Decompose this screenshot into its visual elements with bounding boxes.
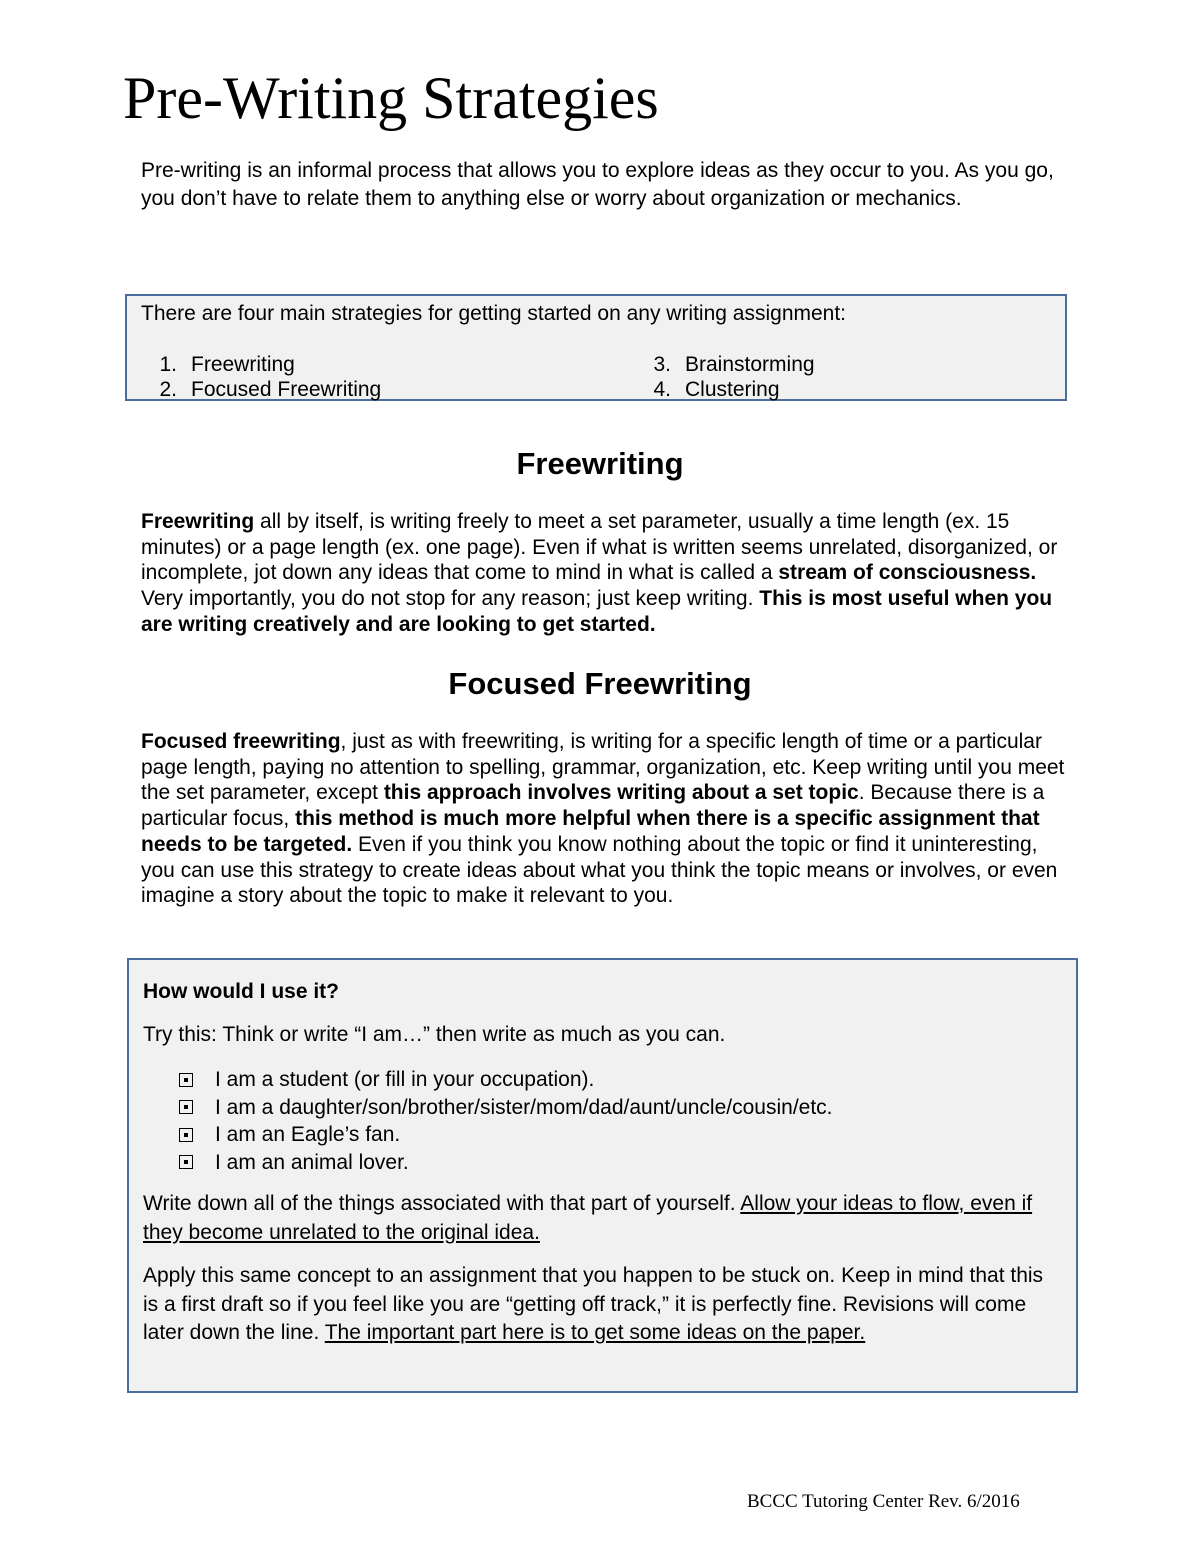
freewriting-term: Freewriting — [141, 510, 255, 533]
page-title: Pre-Writing Strategies — [123, 65, 659, 131]
freewriting-emphasis: stream of consciousness. — [778, 561, 1037, 585]
strategy-label: Clustering — [685, 378, 780, 401]
focused-text: Even if you think you know nothing about the topic or find it uninteresting, you can use this strategy to create ideas about what you think the topic means or involves, or even imagine a story about the topic to make it relevant to you. — [141, 832, 1058, 908]
apply-concept-paragraph — [143, 1262, 1058, 1348]
checkbox-bullet-icon — [179, 1128, 193, 1142]
focused-text: . Because there is a particular focus, — [141, 781, 1045, 831]
strategy-number: 2. — [159, 378, 177, 401]
example-list — [176, 1066, 833, 1176]
list-item — [176, 1149, 833, 1177]
focused-emphasis: this method is much more helpful when there is a specific assignment that needs to be targeted. — [141, 807, 1040, 856]
strategy-label: Freewriting — [191, 353, 295, 376]
focused-term: Focused freewriting — [141, 730, 341, 753]
focused-heading: Focused Freewriting — [448, 666, 752, 701]
focused-paragraph — [141, 729, 1066, 909]
list-item — [176, 1066, 833, 1094]
freewriting-text: Very importantly, you do not stop for any reason; just keep writing. — [141, 587, 760, 611]
freewriting-heading: Freewriting — [516, 446, 684, 481]
strategy-item — [141, 377, 381, 402]
focused-text: , just as with freewriting, is writing for a specific length of time or a particular page length, paying no attention to spelling, grammar, organization, etc. Keep writing until you meet the set parameter, except — [141, 730, 1065, 805]
strategy-label: Focused Freewriting — [191, 378, 382, 401]
underlined-text: The important part here is to get some ideas on the paper. — [324, 1321, 866, 1344]
checkbox-bullet-icon — [179, 1073, 193, 1087]
list-item-text: I am an Eagle’s fan. — [215, 1123, 401, 1146]
strategies-box — [125, 294, 1067, 401]
list-item-text: I am an animal lover. — [215, 1150, 409, 1174]
focused-emphasis: this approach involves writing about a set topic — [383, 781, 859, 805]
try-this-text: Try this: Think or write “I am…” then write as much as you can. — [143, 1023, 726, 1046]
intro-paragraph: Pre-writing is an informal process that allows you to explore ideas as they occur to you. As you go, you don’t have to relate them to anything else or worry about organization or mechanics. — [141, 159, 1054, 210]
write-down-paragraph — [143, 1190, 1043, 1247]
strategy-number: 4. — [653, 378, 671, 401]
list-item — [176, 1121, 833, 1149]
list-item-text: I am a daughter/son/brother/sister/mom/dad/aunt/uncle/cousin/etc. — [215, 1095, 833, 1119]
freewriting-emphasis: This is most useful when you are writing creatively and are looking to get started. — [141, 587, 1053, 636]
strategy-number: 1. — [159, 353, 177, 376]
strategy-item — [635, 352, 815, 377]
strategy-item — [141, 352, 295, 377]
strategy-number: 3. — [653, 353, 671, 376]
strategy-item — [635, 377, 780, 402]
how-question: How would I use it? — [143, 980, 339, 1003]
footer-revision: BCCC Tutoring Center Rev. 6/2016 — [747, 1491, 1020, 1512]
freewriting-text: all by itself, is writing freely to meet a set parameter, usually a time length (ex. 15 minutes) or a page length (ex. one page). Even if what is written seems unrelated, disorganized, or incomplete, jot down any ideas that come to mind in what is called a — [141, 510, 1058, 585]
freewriting-paragraph — [141, 509, 1066, 638]
how-to-use-box — [127, 958, 1078, 1393]
strategy-label: Brainstorming — [685, 353, 815, 376]
list-item-text: I am a student (or fill in your occupation). — [215, 1068, 595, 1091]
checkbox-bullet-icon — [179, 1155, 193, 1169]
paragraph-text: Write down all of the things associated with that part of yourself. — [143, 1192, 741, 1215]
list-item — [176, 1094, 833, 1122]
underlined-text: Allow your ideas to flow, even if they become unrelated to the original idea. — [143, 1192, 1033, 1244]
checkbox-bullet-icon — [179, 1100, 193, 1114]
paragraph-text: Apply this same concept to an assignment that you happen to be stuck on. Keep in mind that this is a first draft so if you feel like you are “getting off track,” it is perfectly fine. Revisions will come later down the line. — [143, 1264, 1044, 1344]
strategies-lead: There are four main strategies for getting started on any writing assignment: — [141, 302, 847, 325]
